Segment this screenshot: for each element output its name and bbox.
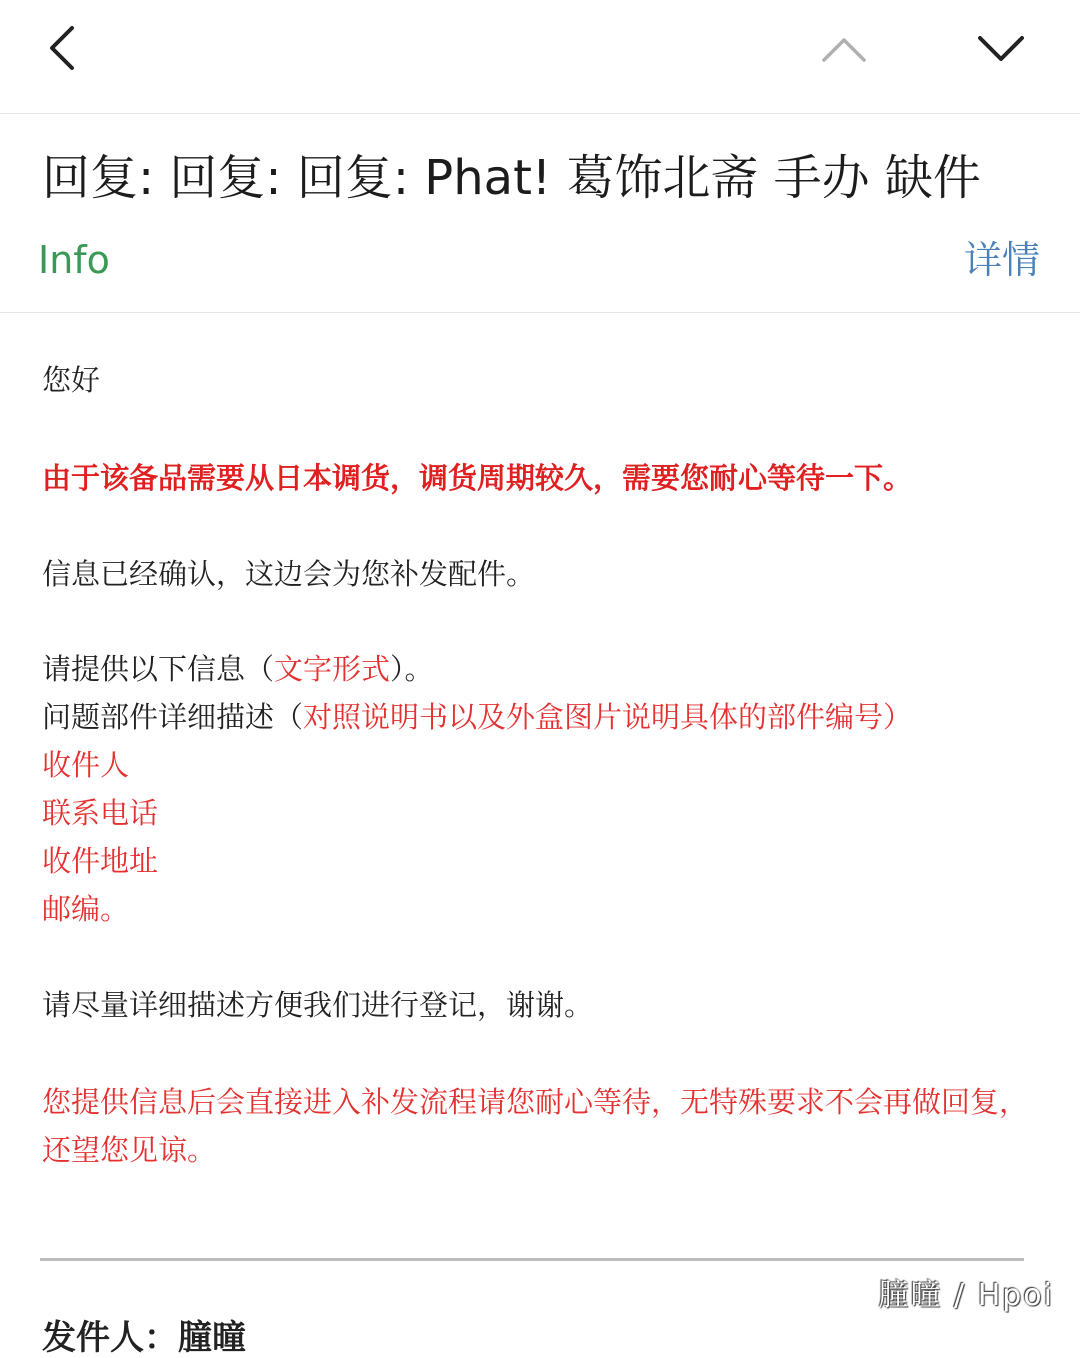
request-suffix: ）。	[390, 652, 434, 686]
field-postcode: 邮编。	[42, 892, 130, 926]
top-toolbar	[0, 0, 1080, 114]
previous-message-chevron-up-icon[interactable]	[818, 28, 870, 68]
describe-prefix: 问题部件详细描述（	[42, 700, 304, 734]
details-link[interactable]: 详情	[963, 238, 1040, 282]
confirm-text: 信息已经确认，这边会为您补发配件。	[42, 557, 536, 591]
greeting-text: 您好	[42, 363, 101, 397]
back-chevron-left-icon[interactable]	[40, 24, 88, 72]
email-subject: 回复: 回复: 回复: Phat! 葛饰北斋 手办 缺件	[42, 150, 981, 206]
next-message-chevron-down-icon[interactable]	[974, 28, 1028, 68]
header-divider	[0, 312, 1080, 313]
field-phone: 联系电话	[42, 796, 159, 830]
field-recipient: 收件人	[42, 748, 130, 782]
describe-part-line	[42, 693, 1042, 741]
request-prefix: 请提供以下信息（	[42, 652, 275, 686]
watermark: 朣曈 / Hpoi	[878, 1278, 1054, 1313]
describe-highlight: 对照说明书以及外盒图片说明具体的部件编号）	[303, 700, 913, 734]
quoted-message-divider	[40, 1258, 1024, 1261]
quoted-sender-label: 发件人：朣曈	[42, 1318, 246, 1358]
field-address: 收件地址	[42, 844, 159, 878]
describe-request-text: 请尽量详细描述方便我们进行登记，谢谢。	[42, 988, 594, 1022]
request-info-line	[42, 645, 1042, 693]
request-highlight: 文字形式	[274, 652, 391, 686]
followup-text: 您提供信息后会直接进入补发流程请您耐心等待，无特殊要求不会再做回复，还望您见谅。	[42, 1085, 1029, 1167]
notice-text: 由于该备品需要从日本调货，调货周期较久，需要您耐心等待一下。	[42, 461, 913, 495]
info-label: Info	[38, 238, 110, 282]
